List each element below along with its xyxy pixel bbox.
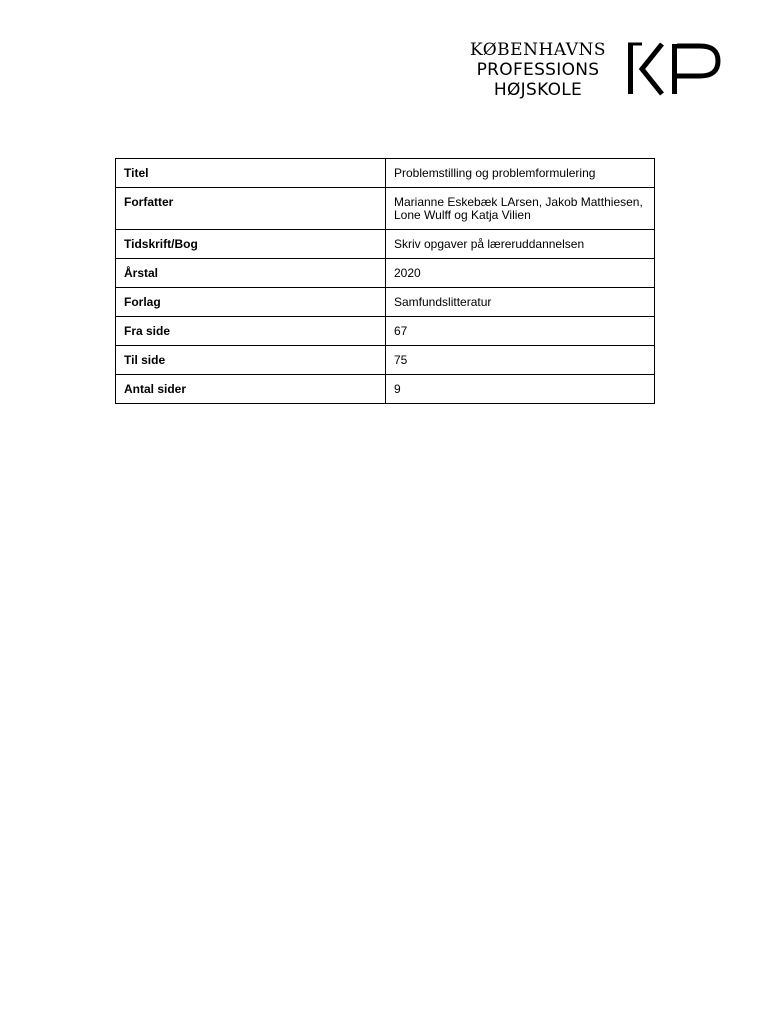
row-label: Forlag bbox=[116, 288, 386, 317]
metadata-table bbox=[115, 158, 655, 404]
logo-line-3: HØJSKOLE bbox=[493, 80, 583, 100]
table-row bbox=[116, 288, 655, 317]
table-row bbox=[116, 159, 655, 188]
kp-monogram-icon bbox=[622, 42, 724, 96]
table-row bbox=[116, 375, 655, 404]
row-value: Problemstilling og problemformulering bbox=[386, 159, 655, 188]
row-label: Tidskrift/Bog bbox=[116, 230, 386, 259]
row-label: Årstal bbox=[116, 259, 386, 288]
row-label: Antal sider bbox=[116, 375, 386, 404]
row-value: 75 bbox=[386, 346, 655, 375]
table-row bbox=[116, 346, 655, 375]
row-label: Til side bbox=[116, 346, 386, 375]
table-row bbox=[116, 188, 655, 230]
row-value: Samfundslitteratur bbox=[386, 288, 655, 317]
row-value: 9 bbox=[386, 375, 655, 404]
institution-logo bbox=[456, 40, 726, 100]
table-row bbox=[116, 259, 655, 288]
row-value: Skriv opgaver på læreruddannelsen bbox=[386, 230, 655, 259]
row-label: Forfatter bbox=[116, 188, 386, 230]
row-value: 67 bbox=[386, 317, 655, 346]
row-value: 2020 bbox=[386, 259, 655, 288]
table-row bbox=[116, 230, 655, 259]
table-row bbox=[116, 317, 655, 346]
logo-line-1: KØBENHAVNS bbox=[469, 40, 606, 60]
row-value: Marianne Eskebæk LArsen, Jakob Matthiesen, Lone Wulff og Katja Vilien bbox=[386, 188, 655, 230]
logo-line-2: PROFESSIONS bbox=[476, 60, 600, 80]
row-label: Titel bbox=[116, 159, 386, 188]
logo-wordmark bbox=[460, 40, 616, 100]
row-label: Fra side bbox=[116, 317, 386, 346]
